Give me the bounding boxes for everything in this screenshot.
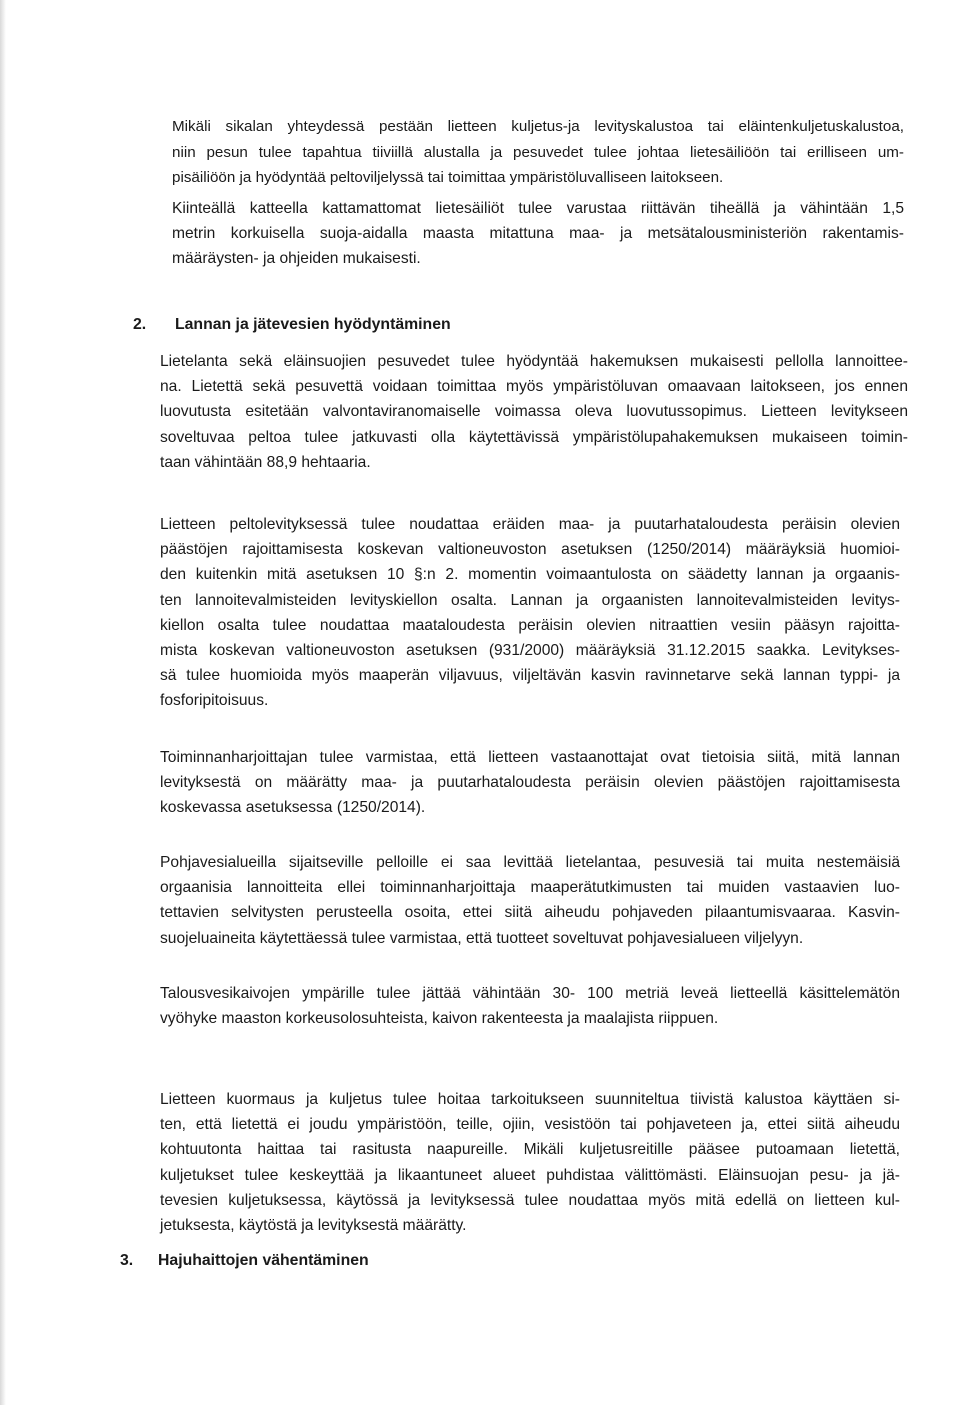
text-line: pisäiliöön ja hyödyntää peltoviljelyssä tai toimittaa ympäristöluvalliseen laitokseen. [172, 169, 724, 186]
text-line: kiellon osalta tulee noudattaa maataloudesta peräisin olevien nitraattien vesiin pääsyn rajoitta- [160, 616, 900, 634]
text-line: fosforipitoisuus. [160, 692, 269, 710]
section-title: Lannan ja jätevesien hyödyntäminen [175, 316, 451, 333]
scan-page-edge [0, 0, 6, 1405]
text-line: Lietelanta sekä eläinsuojien pesuvedet tulee hyödyntää hakemuksen mukaisesti pellolla lannoittee- [160, 353, 908, 370]
text-line: soveltuvaa peltoa tulee jatkuvasti olla käytettävissä ympäristölupahakemuksen mukaiseen toimin- [160, 428, 908, 446]
text-line: ten lannoitevalmisteiden levityskiellon osalta. Lannan ja orgaanisten lannoitevalmisteiden levitys- [160, 591, 900, 609]
paragraph-washing-equipment [172, 114, 904, 191]
text-line: orgaanisia lannoitteita ellei toiminnanharjoittaja maaperätutkimusten tai muiden vastaavien luo- [160, 879, 900, 897]
section-heading-3 [120, 1252, 369, 1270]
text-line: Talousvesikaivojen ympärille tulee jättää vähintään 30- 100 metriä leveä lietteellä käsittelemätön [160, 985, 900, 1002]
text-line: Kiinteällä katteella kattamattomat lietesäiliöt tulee varustaa riittävän tiheällä ja vähintään 1,5 [172, 200, 904, 217]
text-line: Pohjavesialueilla sijaitseville pelloille ei saa levittää lietelantaa, pesuvesiä tai muita nestemäisiä [160, 854, 900, 871]
section-title: Hajuhaittojen vähentäminen [158, 1252, 369, 1269]
text-line: kuljetukset tulee keskeyttää ja likaantuneet alueet puhdistaa välittömästi. Eläinsuojan pesu- ja jä- [160, 1166, 900, 1184]
text-line: Lietteen peltolevityksessä tulee noudattaa eräiden maa- ja puutarhataloudesta peräisin olevien [160, 516, 900, 533]
text-line: levityksestä on määrätty maa- ja puutarhataloudesta peräisin olevien päästöjen rajoittamisesta [160, 774, 900, 792]
text-line: na. Lietettä sekä pesuvettä voidaan toimittaa myös ympäristöluvan omaavaan laitokseen, jos ennen [160, 378, 908, 396]
text-line: niin pesun tulee tapahtua tiiviillä alustalla ja pesuvedet tulee johtaa lietesäiliöön tai erilliseen um- [172, 143, 904, 161]
text-line: jetuksesta, käytöstä ja levityksestä määrätty. [160, 1217, 467, 1235]
text-line: määräysten- ja ohjeiden mukaisesti. [172, 250, 421, 268]
text-line: Lietteen kuormaus ja kuljetus tulee hoitaa tarkoitukseen suunniteltua tiivistä kalustoa käyttäen si- [160, 1091, 900, 1108]
text-line: sä tulee huomioida myös maaperän viljavuus, viljeltävän kasvin ravinnetarve sekä lannan typpi- ja [160, 667, 900, 685]
text-line: kohtuutonta haittaa tai rasitusta naapureille. Mikäli kuljetusreitille pääsee putoamaan lietettä, [160, 1141, 900, 1159]
paragraph-field-spreading-rules [160, 512, 900, 714]
paragraph-operator-obligations [160, 745, 900, 821]
text-line: koskevassa asetuksessa (1250/2014). [160, 799, 426, 817]
paragraph-well-buffer-zone [160, 981, 900, 1031]
text-line: Mikäli sikalan yhteydessä pestään lietteen kuljetus-ja levityskalustoa tai eläintenkuljetuskalustoa, [172, 118, 904, 135]
text-line: vyöhyke maaston korkeusolosuhteista, kaivon rakenteesta ja maalajista riippuen. [160, 1010, 719, 1028]
text-line: taan vähintään 88,9 hehtaaria. [160, 453, 371, 471]
paragraph-slurry-tank-fence [172, 196, 904, 272]
text-line: mista koskevan valtioneuvoston asetuksen (931/2000) määräyksiä 31.12.2015 saakka. Levitykses- [160, 642, 900, 660]
text-line: suojeluaineita käytettäessä tulee varmistaa, että tuotteet soveltuvat pohjavesialueen viljelyyn. [160, 929, 804, 947]
text-line: den kuitenkin mitä asetuksen 10 §:n 2. momentin voimaantulosta on säädetty lannan ja orgaanis- [160, 566, 900, 584]
paragraph-groundwater-areas [160, 850, 900, 951]
text-line: metrin korkuisella suoja-aidalla maasta mitattuna maa- ja metsätalousministeriön rakentamis- [172, 225, 904, 243]
text-line: tevesien kuljetuksessa, käytössä ja levityksessä tulee noudattaa myös mitä edellä on lietteen kul- [160, 1191, 900, 1209]
text-line: ten, että lietettä ei joudu ympäristöön, teille, ojiin, vesistöön tai pohjaveteen ja, ettei siitä aiheudu [160, 1116, 900, 1134]
text-line: luovutusta esitetään valvontaviranomaiselle voimassa oleva luovutussopimus. Lietteen levitykseen [160, 403, 908, 421]
section-heading-2 [133, 316, 451, 334]
section-number: 3. [120, 1252, 134, 1269]
paragraph-transport [160, 1087, 900, 1238]
section-number: 2. [133, 316, 147, 333]
text-line: päästöjen rajoittamisesta koskevan valtioneuvoston asetuksen (1250/2014) määräyksiä huomioi- [160, 541, 900, 559]
text-line: tettavien selvitysten perusteella osoita, ettei siitä aiheudu pohjaveden pilaantumisvaaraa. Kasvin- [160, 904, 900, 922]
text-line: Toiminnanharjoittajan tulee varmistaa, että lietteen vastaanottajat ovat tietoisia siitä, mitä lannan [160, 749, 900, 766]
paragraph-slurry-utilization [160, 349, 908, 475]
